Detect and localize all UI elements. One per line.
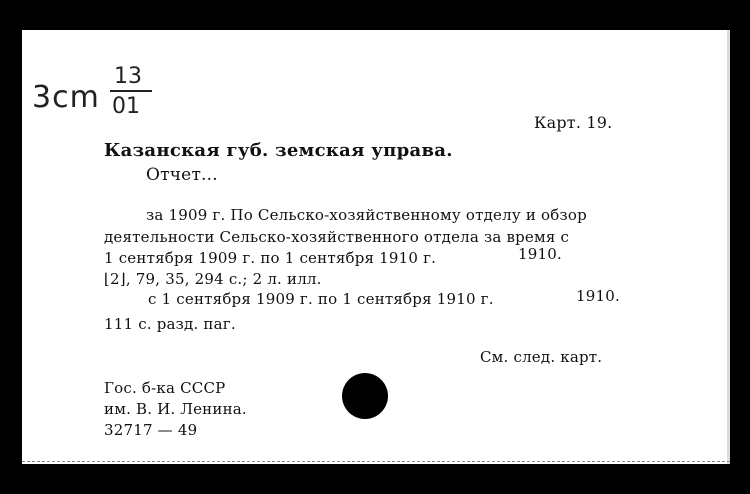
punch-hole <box>342 373 388 419</box>
handwritten-shelf-code: 3cm <box>32 80 100 115</box>
catalog-card <box>22 30 730 464</box>
body-line: за 1909 г. По Сельско-хозяйственному отделу и обзор <box>146 206 587 224</box>
card-bottom-edge <box>22 461 730 462</box>
body-line: 111 с. разд. паг. <box>104 315 236 333</box>
body-line: ⌊2⌋, 79, 35, 294 с.; 2 л. илл. <box>104 270 322 288</box>
see-next-card: См. след. карт. <box>480 348 603 366</box>
body-line: деятельности Сельско-хозяйственного отдела за время с <box>104 228 570 246</box>
body-line: с 1 сентября 1909 г. по 1 сентября 1910 г. <box>148 290 494 308</box>
library-line: 32717 — 49 <box>104 421 198 439</box>
handwritten-fraction-top: 13 <box>114 64 142 89</box>
card-heading: Казанская губ. земская управа. <box>104 140 453 161</box>
library-line: Гос. б-ка СССР <box>104 379 226 397</box>
handwritten-fraction-bottom: 01 <box>112 94 140 119</box>
card-subheading: Отчет... <box>146 165 218 185</box>
card-number: Карт. 19. <box>534 113 613 132</box>
library-line: им. В. И. Ленина. <box>104 400 247 418</box>
year-label: 1910. <box>518 245 562 263</box>
handwritten-fraction-line <box>110 90 152 92</box>
year-label: 1910. <box>576 287 620 305</box>
body-line: 1 сентября 1909 г. по 1 сентября 1910 г. <box>104 249 437 267</box>
